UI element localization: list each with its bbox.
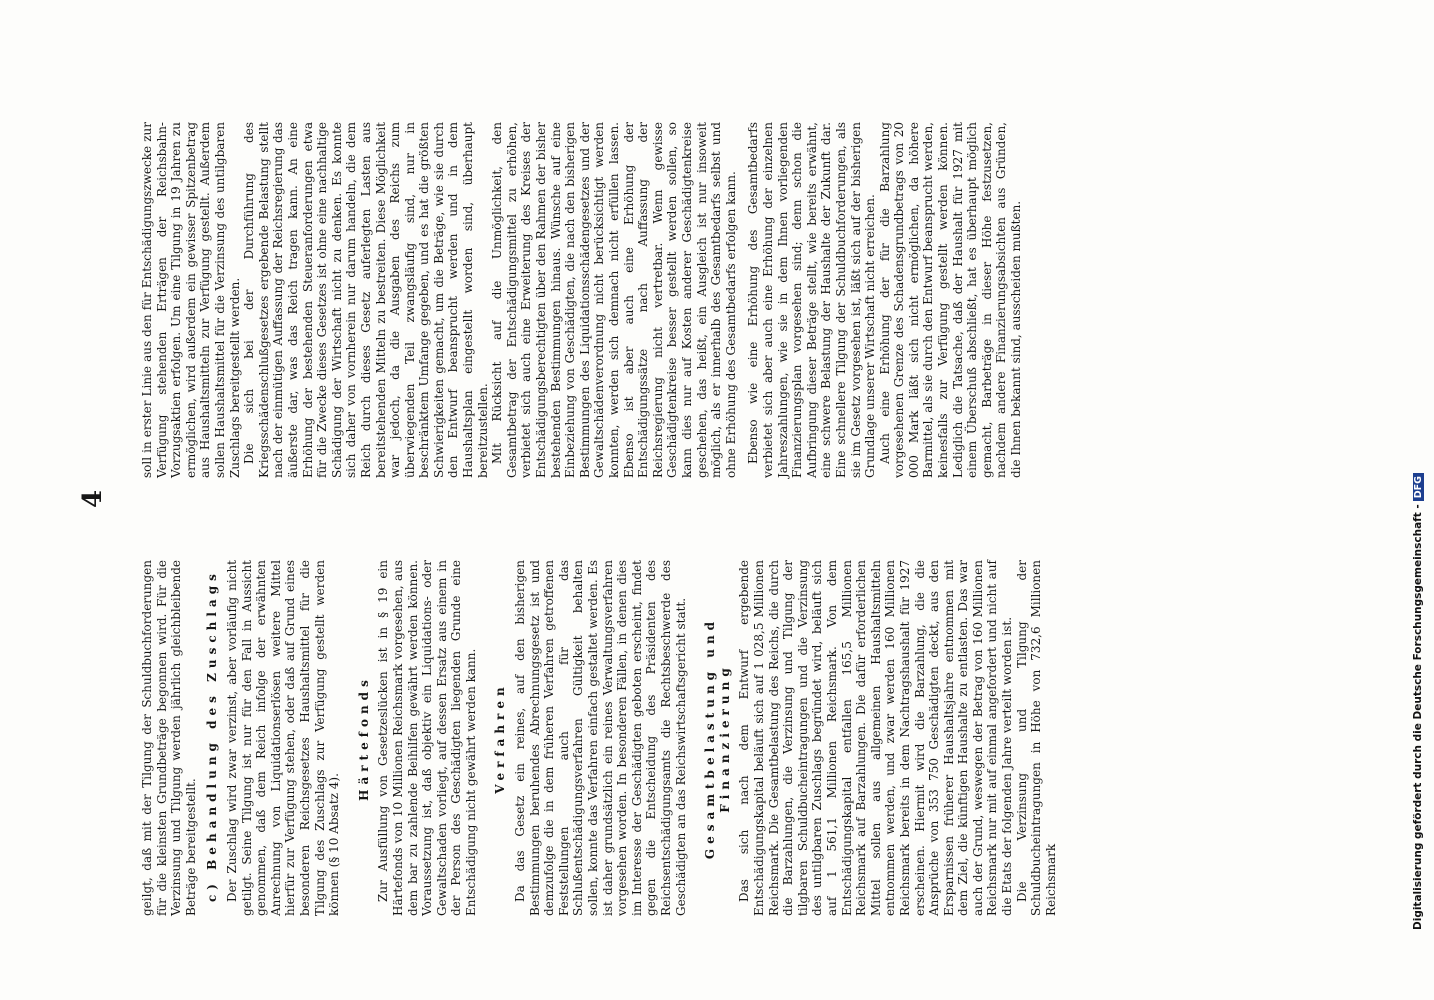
paragraph: Zur Ausfüllung von Gesetzeslücken ist in § 19 ein Härtefonds von 10 Millionen Reichsmark vorgesehen, aus dem bar zu zahlende Beihilfen gewährt werden können. Voraussetzung ist, daß objektiv ein Liquidations- oder Gewaltschaden vorliegt, auf dessen Ersatz aus einem in der Person des Geschädigten liegenden Grunde eine Entschädigung nicht gewährt werden kann.: [376, 560, 478, 916]
digitization-credit: [1412, 473, 1424, 930]
paragraph: Die Verzinsung und Tilgung der Schuldbucheintragungen in Höhe von 732,6 Millionen Reichsmark: [1014, 560, 1058, 916]
paragraph: Da das Gesetz ein reines, auf den bisherigen Bestimmungen beruhendes Abrechnungsgesetz ist und demzufolge die in dem früheren Verfahren getroffenen Feststellungen auch für das Schlußentschädigungsverfahren Gültigkeit behalten sollen, konnte das Verfahren einfach gestaltet werden. Es ist daher grundsätzlich ein reines Verwaltungsverfahren vorgesehen worden. In besonderen Fällen, in denen dies im Interesse der Geschädigten geboten erscheint, findet gegen die Entscheidung des Präsidenten des Reichsentschädigungsamts die Rechtsbeschwerde des Geschädigten an das Reichswirtschaftsgericht statt.: [513, 560, 688, 916]
right-text-column: [140, 122, 1024, 478]
section-heading-gesamtbelastung: Gesamtbelastung und Finanzierung: [703, 616, 732, 860]
paragraph: Die sich bei der Durchführung des Kriegsschädenschlußgesetzes ergebende Belastung stellt nach der einmütigen Auffassung der Reichsregierung das äußerste dar, was das Reich tragen kann. An eine Erhöhung der bestehenden Steueranforderungen etwa für die Zwecke dieses Gesetzes ist ohne eine nachhaltige Schädigung der Wirtschaft nicht zu denken. Es konnte sich daher von vornherein nur darum handeln, die dem Reich durch dieses Gesetz auferlegten Lasten aus bereitstehenden Mitteln zu bestreiten. Diese Möglichkeit war jedoch, da die Ausgaben des Reichs zum überwiegenden Teil zwangsläufig sind, nur in beschränktem Umfange gegeben, und es hat die größten Schwierigkeiten gemacht, um die Beträge, wie sie durch den Entwurf beansprucht werden und in dem Haushaltsplan eingestellt worden sind, überhaupt bereitzustellen.: [242, 122, 490, 478]
paragraph: soll in erster Linie aus den für Entschädigungszwecke zur Verfügung stehenden Erträgen der Reichsbahn-Vorzugsaktien erfolgen. Um eine Tilgung in 19 Jahren zu ermöglichen, wird außerdem ein gewisser Spitzenbetrag aus Haushaltsmitteln zur Verfügung gestellt. Außerdem sollen Haushaltsmittel für die Verzinsung des untilgbaren Zuschlags bereitgestellt werden.: [140, 122, 242, 478]
section-heading-verfahren: Verfahren: [493, 682, 508, 794]
paragraph: Mit Rücksicht auf die Unmöglichkeit, den Gesamtbetrag der Entschädigungsmittel zu erhöhen, verbietet sich auch eine Erweiterung des Kreises der Entschädigungsberechtigten über den Rahmen der bisher bestehenden Bestimmungen hinaus. Wünsche auf eine Einbeziehung von Geschädigten, die nach den bisherigen Bestimmungen des Liquidationsschädengesetzes und der Gewaltschädenverordnung nicht berücksichtigt werden konnten, werden sich demnach nicht erfüllen lassen. Ebenso ist aber auch eine Erhöhung der Entschädigungssätze nach Auffassung der Reichsregierung nicht vertretbar. Wenn gewisse Geschädigtenkreise besser gestellt werden sollen, so kann dies nur auf Kosten anderer Geschädigtenkreise geschehen, das heißt, ein Ausgleich ist nur insoweit möglich, als er innerhalb des Gesamtbedarfs selbst und ohne Erhöhung des Gesamtbedarfs erfolgen kann.: [490, 122, 738, 478]
paragraph: Der Zuschlag wird zwar verzinst, aber vorläufig nicht getilgt. Seine Tilgung ist nur für den Fall in Aussicht genommen, daß dem Reich infolge der erwähnten Anrechnung von Liquidationserlösen weitere Mittel hierfür zur Verfügung stehen, oder daß auf Grund eines besonderen Reichsgesetzes Haushaltsmittel für die Tilgung des Zuschlags zur Verfügung gestellt werden können (§ 10 Absatz 4).: [224, 560, 342, 916]
credit-text: Digitalisierung gefördert durch die Deutsche Forschungsgemeinschaft -: [1412, 504, 1424, 930]
paragraph: geilgt, daß mit der Tilgung der Schuldbuchforderungen für die kleinsten Grundbeträge begonnen wird. Für die Verzinsung und Tilgung werden jährlich gleichbleibende Beträge bereitgestellt.: [140, 560, 198, 916]
section-heading-zuschlag: c) Behandlung des Zuschlags: [205, 569, 220, 902]
page-number: 4: [78, 489, 108, 509]
paragraph: Ebenso wie eine Erhöhung des Gesamtbedarfs verbietet sich aber auch eine Erhöhung der einzelnen Jahreszahlungen, wie sie in dem Ihnen vorliegenden Finanzierungsplan vorgesehen sind; denn schon die Aufbringung dieser Beträge stellt, wie bereits erwähnt, eine schwere Belastung der Haushalte der Zukunft dar. Eine schnellere Tilgung der Schuldbuchforderungen, als sie im Gesetz vorgesehen ist, läßt sich auf der bisherigen Grundlage unserer Wirtschaft nicht erreichen.: [746, 122, 878, 478]
paragraph: Auch eine Erhöhung der für die Barzahlung vorgesehenen Grenze des Schadensgrundbetrags von 20 000 Mark läßt sich nicht ermöglichen, da höhere Barmittel, als sie durch den Entwurf beansprucht werden, keinesfalls zur Verfügung gestellt werden können. Lediglich die Tatsache, daß der Haushalt für 1927 mit einem Überschuß abschließt, hat es überhaupt möglich gemacht, Barbeträge in dieser Höhe festzusetzen, nachdem andere Finanzierungsabsichten aus Gründen, die Ihnen bekannt sind, ausscheiden mußten.: [877, 122, 1024, 478]
section-heading-haertefonds: Härtefonds: [356, 675, 371, 801]
dfg-logo: DFG: [1413, 473, 1424, 501]
paragraph: Das sich nach dem Entwurf ergebende Entschädigungskapital beläuft sich auf 1 028,5 Millionen Reichsmark. Die Gesamtbelastung des Reichs, die durch die Barzahlungen, die Verzinsung und Tilgung der tilgbaren Schuldbucheintragungen und die Verzinsung des untilgbaren Zuschlags begründet wird, beläuft sich auf 1 561,1 Millionen Reichsmark. Von dem Entschädigungskapital entfallen 165,5 Millionen Reichsmark auf Barzahlungen. Die dafür erforderlichen Mittel sollen aus allgemeinen Haushaltsmitteln entnommen werden, und zwar werden 160 Millionen Reichsmark bereits in dem Nachtragshaushalt für 1927 erscheinen. Hiermit wird die Barzahlung, die die Ansprüche von 353 750 Geschädigten deckt, aus den Ersparnissen früherer Haushaltsjahre entnommen mit dem Ziel, die künftigen Haushalte zu entlasten. Das war auch der Grund, weswegen der Betrag von 160 Millionen Reichsmark nur mit auf einmal angefordert und nicht auf die Etats der folgenden Jahre verteilt worden ist.: [737, 560, 1015, 916]
left-text-column: [140, 560, 1058, 916]
